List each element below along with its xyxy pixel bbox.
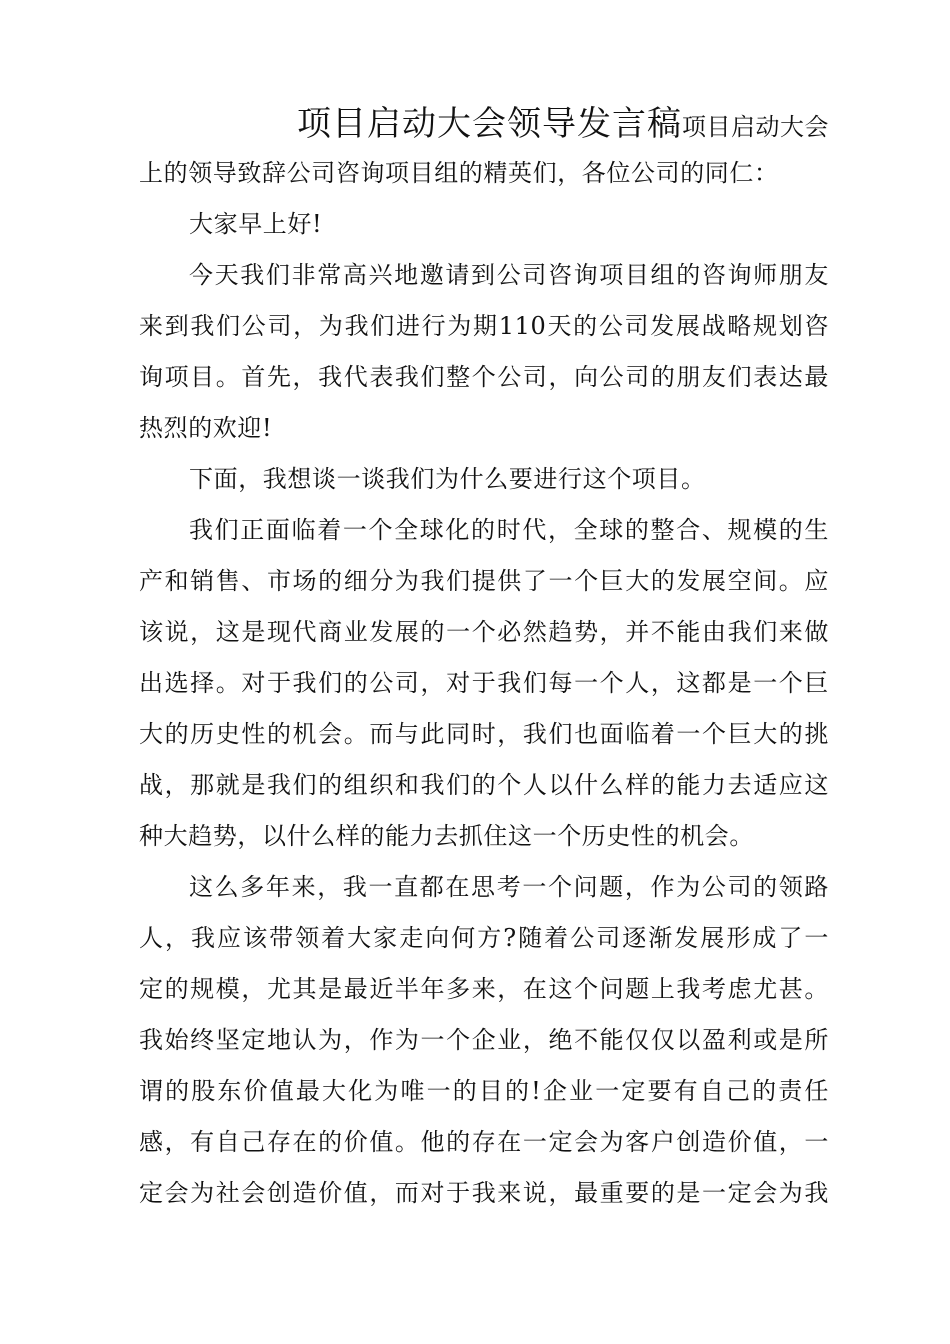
text-line: 下面，我想谈一谈我们为什么要进行这个项目。	[189, 465, 706, 493]
text-line: 来到我们公司，为我们进行为期110天的公司发展战略规划咨	[139, 312, 829, 340]
text-line: 感，有自己存在的价值。他的存在一定会为客户创造价值，一	[139, 1128, 829, 1156]
text-line: 上的领导致辞公司咨询项目组的精英们，各位公司的同仁：	[139, 159, 779, 187]
text-line: 种大趋势，以什么样的能力去抓住这一个历史性的机会。	[139, 822, 754, 850]
text-line: 定会为社会创造价值，而对于我来说，最重要的是一定会为我	[139, 1179, 829, 1207]
text-line: 我始终坚定地认为，作为一个企业，绝不能仅仅以盈利或是所	[139, 1026, 829, 1054]
title-line	[139, 100, 829, 148]
text-line: 该说，这是现代商业发展的一个必然趋势，并不能由我们来做	[139, 618, 829, 646]
document-title: 项目启动大会领导发言稿	[297, 104, 682, 144]
text-line: 项目启动大会	[682, 113, 829, 141]
text-line: 定的规模，尤其是最近半年多来，在这个问题上我考虑尤甚。	[139, 975, 829, 1003]
text-line: 这么多年来，我一直都在思考一个问题，作为公司的领路	[189, 873, 829, 901]
text-line: 大家早上好!	[189, 210, 323, 238]
text-line: 产和销售、市场的细分为我们提供了一个巨大的发展空间。应	[139, 567, 829, 595]
text-line: 谓的股东价值最大化为唯一的目的!企业一定要有自己的责任	[139, 1077, 829, 1105]
document-body	[139, 100, 829, 1219]
text-line: 出选择。对于我们的公司，对于我们每一个人，这都是一个巨	[139, 669, 829, 697]
text-line: 热烈的欢迎!	[139, 414, 273, 442]
text-line: 我们正面临着一个全球化的时代，全球的整合、规模的生	[189, 516, 829, 544]
text-line: 人，我应该带领着大家走向何方?随着公司逐渐发展形成了一	[139, 924, 829, 952]
text-line: 询项目。首先，我代表我们整个公司，向公司的朋友们表达最	[139, 363, 829, 391]
text-line: 今天我们非常高兴地邀请到公司咨询项目组的咨询师朋友	[189, 261, 829, 289]
text-line: 战，那就是我们的组织和我们的个人以什么样的能力去适应这	[139, 771, 829, 799]
text-line: 大的历史性的机会。而与此同时，我们也面临着一个巨大的挑	[139, 720, 829, 748]
